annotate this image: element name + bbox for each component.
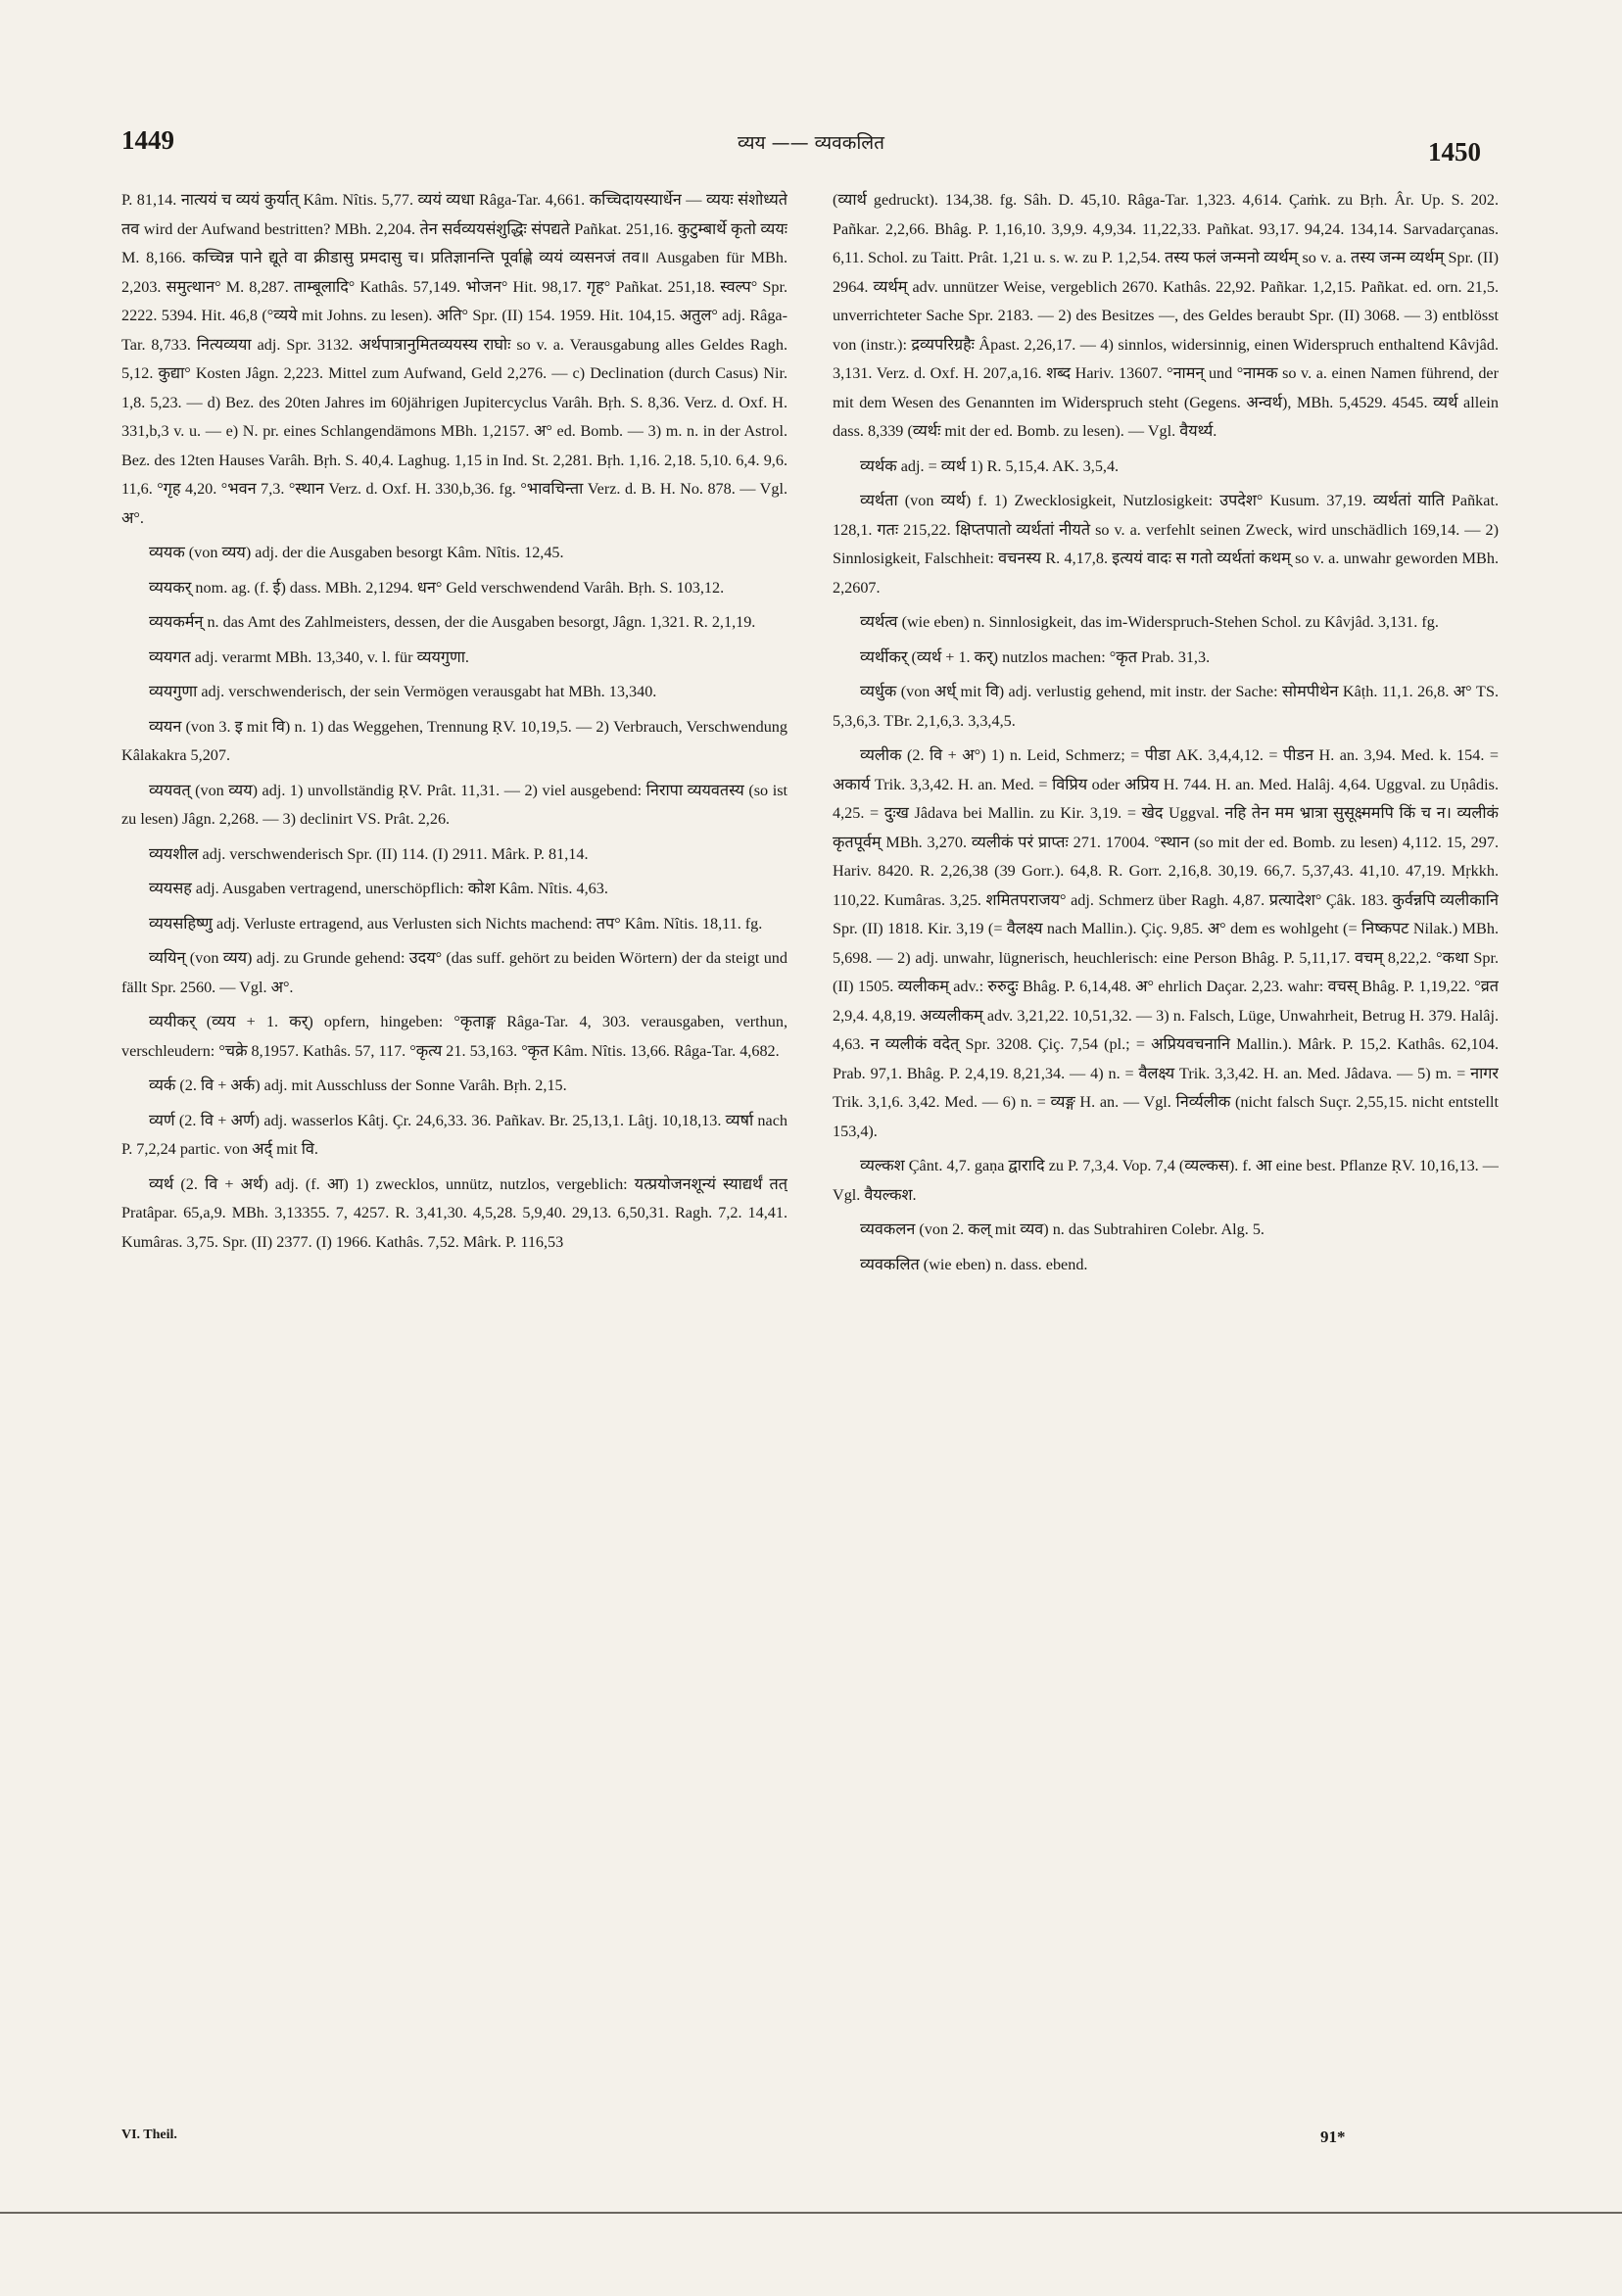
running-head: व्यय —— व्यवकलित: [738, 132, 884, 154]
entry-paragraph: व्ययशील adj. verschwenderisch Spr. (II) 114. (I) 2911. Mârk. P. 81,14.: [149, 844, 589, 863]
bottom-rule: [0, 2212, 1622, 2214]
entry-paragraph: व्यल्कश Çânt. 4,7. gaṇa द्वारादि zu P. 7,3,4. Vop. 7,4 (व्यल्कस). f. आ eine best. Pflanze ṚV. 10,16,13. — Vgl. वैयल्कश.: [833, 1157, 1499, 1204]
entry-paragraph: व्ययन (von 3. इ mit वि) n. 1) das Weggehen, Trennung ṚV. 10,19,5. — 2) Verbrauch, Verschwendung Kâlakakra 5,207.: [121, 717, 787, 764]
entry-paragraph: व्ययगुणा adj. verschwenderisch, der sein Vermögen verausgabt hat MBh. 13,340.: [149, 683, 657, 700]
entry-paragraph: व्ययवत् (von व्यय) adj. 1) unvollständig ṚV. Prât. 11,31. — 2) viel ausgebend: निरापा व्ययवतस्य (so ist zu lesen) Jâgn. 2,268. — 3) declinirt VS. Prât. 2,26.: [121, 781, 787, 828]
entry-paragraph: व्ययिन् (von व्यय) adj. zu Grunde gehend: उदय° (das suff. gehört zu beiden Wörtern) der da steigt und fällt Spr. 2560. — Vgl. अ°.: [121, 949, 787, 996]
entry-paragraph: व्ययकर् nom. ag. (f. ई) dass. MBh. 2,1294. धन° Geld verschwendend Varâh. Bṛh. S. 103,12.: [149, 578, 725, 597]
entry-paragraph: व्यवकलन (von 2. कल् mit व्यव) n. das Subtrahiren Colebr. Alg. 5.: [860, 1220, 1264, 1238]
entry-paragraph: व्यवकलित (wie eben) n. dass. ebend.: [860, 1255, 1088, 1273]
entry-paragraph: व्ययीकर् (व्यय + 1. कर्) opfern, hingeben: °कृताङ्ग Râga-Tar. 4, 303. verausgaben, verthun, verschleudern: °चक्रे 8,1957. Kathâs. 57, 117. °कृत्य 21. 53,163. °कृत Kâm. Nîtis. 13,66. Râga-Tar. 4,682.: [121, 1013, 787, 1060]
signature-mark-left: VI. Theil.: [121, 2128, 177, 2142]
entry-paragraph: (व्यार्थ gedruckt). 134,38. fg. Sâh. D. 45,10. Râga-Tar. 1,323. 4,614. Çaṁk. zu Bṛh. Âr. Up. S. 202. Pañkar. 2,2,66. Bhâg. P. 1,16,10. 3,9,9. 4,9,34. 11,22,33. Pañkat. 93,17. 94,24. 134,14. Sarvadarçanas. 6,11. Schol. zu Taitt. Prât. 1,21 u. s. w. zu P. 1,2,54. तस्य फलं जन्मनो व्यर्थम् so v. a. तस्य जन्म व्यर्थम् Spr. (II) 2964. व्यर्थम् adv. unnützer Weise, vergeblich 2670. Kathâs. 22,92. Pañkar. 1,2,15. Pañkat. ed. orn. 21,5. unverrichteter Sache Spr. 2183. — 2) des Besitzes —, des Geldes beraubt Spr. (II) 3068. — 3) entblösst von (instr.): द्रव्यपरिग्रहैः Âpast. 2,26,17. — 4) sinnlos, widersinnig, einen Widerspruch enthaltend Kâvjâd. 3,131. Verz. d. Oxf. H. 207,a,16. शब्द Hariv. 13607. °नामन् und °नामक so v. a. einen Namen führend, der mit dem Wesen des Genannten im Widerspruch steht (Gegens. अन्वर्थ), MBh. 5,4529. 4545. व्यर्थ allein dass. 8,339 (व्यर्थः mit der ed. Bomb. zu lesen). — Vgl. वैयर्थ्य.: [833, 191, 1499, 440]
entry-paragraph: P. 81,14. नात्ययं च व्ययं कुर्यात् Kâm. Nîtis. 5,77. व्ययं व्यधा Râga-Tar. 4,661. कच्चिदायस्यार्धेन — व्ययः संशोध्यते तव wird der Aufwand bestritten? MBh. 2,204. तेन सर्वव्ययसंशुद्धिः संपद्यते Pañkat. 251,16. कुटुम्बार्थे कृतो व्ययः M. 8,166. कच्चिन्न पाने द्यूते वा क्रीडासु प्रमदासु च। प्रतिज्ञानन्ति पूर्वाह्णे व्ययं व्यसनजं तव॥ Ausgaben für MBh. 2,203. समुत्थान° M. 8,287. ताम्बूलादि° Kathâs. 57,149. भोजन° Hit. 98,17. गृह° Pañkat. 251,18. स्वल्प° Spr. 2222. 5394. Hit. 46,8 (°व्यये mit Johns. zu lesen). अति° Spr. (II) 154. 1959. Hit. 104,15. अतुल° adj. Râga-Tar. 8,733. नित्यव्यया adj. Spr. 3132. अर्थपात्रानुमितव्ययस्य राघोः so v. a. Verausgabung alles Geldes Ragh. 5,12. कुद्या° Kosten Jâgn. 2,223. Mittel zum Aufwand, Geld 2,276. — c) Declination (durch Casus) Nir. 1,8. 5,23. — d) Bez. des 20ten Jahres im 60jährigen Jupitercyclus Varâh. Bṛh. S. 8,36. Verz. d. Oxf. H. 331,b,3 v. u. — e) N. pr. eines Schlangendämons MBh. 1,2157. अ° ed. Bomb. — 3) m. n. in der Astrol. Bez. des 12ten Hauses Varâh. Bṛh. S. 40,4. Laghug. 1,15 in Ind. St. 2,281. Bṛh. 1,16. 2,18. 5,10. 6,4. 9,6. 11,6. °गृह 4,20. °भवन 7,3. °स्थान Verz. d. Oxf. H. 330,b,36. fg. °भावचिन्ता Verz. d. B. H. No. 878. — Vgl. अ°.: [121, 191, 787, 527]
entry-paragraph: व्यलीक (2. वि + अ°) 1) n. Leid, Schmerz; = पीडा AK. 3,4,4,12. = पीडन H. an. 3,94. Med. k. 154. = अकार्य Trik. 3,3,42. H. an. Med. = विप्रिय oder अप्रिय H. 744. H. an. Med. Halâj. 4,64. Uggval. zu Uṇâdis. 4,25. = दुःख Jâdava bei Mallin. zu Kir. 3,19. = खेद Uggval. नहि तेन मम भ्रात्रा सुसूक्ष्ममपि किं च न। व्यलीकं कृतपूर्वम् MBh. 3,270. व्यलीकं परं प्राप्तः 271. 17004. °स्थान (so mit der ed. Bomb. zu lesen) 4,112. 15, 297. Hariv. 8420. R. 2,26,38 (39 Gorr.). 64,8. R. Gorr. 2,16,8. 30,19. 66,7. 5,37,43. 41,10. 47,19. Mṛkkh. 110,22. Kumâras. 3,25. शमितपराजय° adj. Schmerz über Ragh. 4,87. प्रत्यादेश° Çâk. 183. कुर्वन्नपि व्यलीकानि Spr. (II) 1818. Kir. 3,19 (= वैलक्ष्य nach Mallin.). Çiç. 9,85. अ° dem es wohlgeht (= निष्कपट Nilak.) MBh. 5,698. — 2) adj. unwahr, lügnerisch, heuchlerisch: eine Person Bhâg. P. 5,11,17. वचम् 8,22,2. °कथा Spr. (II) 1505. व्यलीकम् adv.: रुरुदुः Bhâg. P. 6,14,48. अ° ehrlich Daçar. 2,23. wahr: वचस् Bhâg. P. 1,19,22. °व्रत 2,9,4. 4,8,19. अव्यलीकम् adv. 3,21,22. 10,51,32. — 3) n. Falsch, Lüge, Unwahrheit, Betrug H. 379. Halâj. 4,63. न व्यलीकं वदेत् Spr. 3208. Çiç. 7,54 (pl.; = अप्रियवचनानि Mallin.). Mârk. P. 15,2. Kathâs. 62,104. Prab. 97,1. Bhâg. P. 2,4,19. 8,21,34. — 4) n. = वैलक्ष्य Trik. 3,3,42. H. an. Med. Jâdava. — 5) m. = नागर Trik. 3,1,6. 3,42. Med. — 6) n. = व्यङ्ग H. an. — Vgl. निर्व्यलीक (nicht falsch Suçr. 2,55,15. nicht entstellt 153,4).: [833, 746, 1499, 1140]
entry-paragraph: व्ययसह adj. Ausgaben vertragend, unerschöpflich: कोश Kâm. Nîtis. 4,63.: [149, 880, 608, 897]
entry-paragraph: व्ययसहिष्णु adj. Verluste ertragend, aus Verlusten sich Nichts machend: तप° Kâm. Nîtis. 18,11. fg.: [149, 914, 763, 933]
entry-paragraph: व्यर्थता (von व्यर्थ) f. 1) Zwecklosigkeit, Nutzlosigkeit: उपदेश° Kusum. 37,19. व्यर्थतां याति Pañkat. 128,1. गतः 215,22. क्षिप्तपातो व्यर्थतां नीयते so v. a. verfehlt seinen Zweck, wird unschädlich 169,14. — 2) Sinnlosigkeit, Falschheit: वचनस्य R. 4,17,8. इत्ययं वादः स गतो व्यर्थतां कथम् so v. a. unwahr geworden MBh. 2,2607.: [833, 492, 1499, 597]
entry-paragraph: व्यर्थक adj. = व्यर्थ 1) R. 5,15,4. AK. 3,5,4.: [860, 456, 1120, 475]
entry-paragraph: व्यर्थत्व (wie eben) n. Sinnlosigkeit, das im-Widerspruch-Stehen Schol. zu Kâvjâd. 3,131. fg.: [860, 613, 1439, 631]
entry-paragraph: व्यर्क (2. वि + अर्क) adj. mit Ausschluss der Sonne Varâh. Bṛh. 2,15.: [149, 1076, 567, 1094]
page-number-left: 1449: [121, 125, 174, 155]
page-number-right: 1450: [1428, 137, 1481, 167]
entry-paragraph: व्यर्ण (2. वि + अर्ण) adj. wasserlos Kâtj. Çr. 24,6,33. 36. Pañkav. Br. 25,13,1. Lâṭj. 10,18,13. व्यर्षा nach P. 7,2,24 partic. von अर्द् mit वि.: [121, 1111, 787, 1158]
left-column: [121, 186, 787, 2126]
signature-mark-right: 91*: [1320, 2128, 1346, 2146]
entry-paragraph: व्ययकर्मन् n. das Amt des Zahlmeisters, dessen, der die Ausgaben besorgt, Jâgn. 1,321. R. 2,1,19.: [149, 613, 756, 631]
entry-paragraph: व्यर्धुक (von अर्ध् mit वि) adj. verlustig gehend, mit instr. der Sache: सोमपीथेन Kâṭh. 11,1. 26,8. अ° TS. 5,3,6,3. TBr. 2,1,6,3. 3,3,4,5.: [833, 683, 1499, 730]
entry-paragraph: व्यर्थीकर् (व्यर्थ + 1. कर्) nutzlos machen: °कृत Prab. 31,3.: [860, 647, 1211, 666]
right-column: [833, 186, 1499, 2126]
entry-paragraph: व्ययगत adj. verarmt MBh. 13,340, v. l. für व्ययगुणा.: [149, 647, 469, 666]
entry-paragraph: व्ययक (von व्यय) adj. der die Ausgaben besorgt Kâm. Nîtis. 12,45.: [149, 544, 564, 561]
entry-paragraph: व्यर्थ (2. वि + अर्थ) adj. (f. आ) 1) zwecklos, unnütz, nutzlos, vergeblich: यत्प्रयोजनशून्यं स्याद्यर्थं तत् Pratâpar. 65,a,9. MBh. 3,13355. 7, 4257. R. 3,41,30. 4,5,28. 5,9,40. 29,13. 6,50,31. Ragh. 7,2. 14,41. Kumâras. 3,75. Spr. (II) 2377. (I) 1966. Kathâs. 7,52. Mârk. P. 116,53: [121, 1174, 787, 1251]
